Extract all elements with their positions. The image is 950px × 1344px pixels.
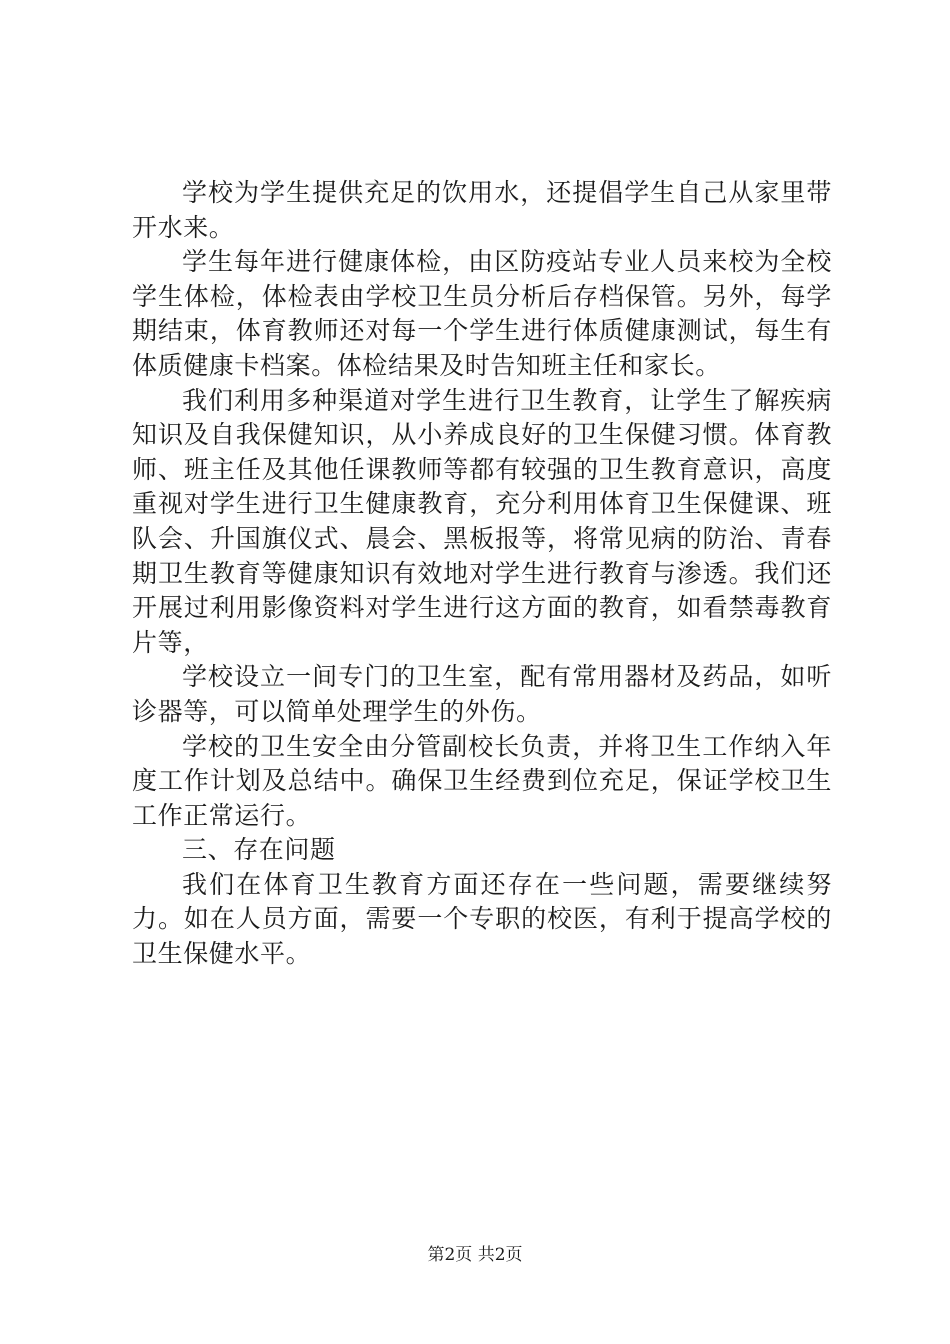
paragraph-safety-management: 学校的卫生安全由分管副校长负责，并将卫生工作纳入年度工作计划及总结中。确保卫生经费到位充足，保证学校卫生工作正常运行。 — [132, 731, 832, 830]
paragraph-existing-problems: 我们在体育卫生教育方面还存在一些问题，需要继续努力。如在人员方面，需要一个专职的校医，有利于提高学校的卫生保健水平。 — [132, 869, 832, 969]
paragraph-health-room: 学校设立一间专门的卫生室，配有常用器材及药品，如听诊器等，可以简单处理学生的外伤。 — [132, 662, 832, 726]
document-body — [132, 176, 832, 972]
section-heading-problems: 三、存在问题 — [182, 835, 336, 865]
page-footer: 第2页 共2页 — [427, 1245, 523, 1265]
paragraph-hygiene-education: 我们利用多种渠道对学生进行卫生教育，让学生了解疾病知识及自我保健知识，从小养成良好的卫生保健习惯。体育教师、班主任及其他任课教师等都有较强的卫生教育意识，高度重视对学生进行卫生健康教育，充分利用体育卫生保健课、班队会、升国旗仪式、晨会、黑板报等，将常见病的防治、青春期卫生教育等健康知识有效地对学生进行教育与渗透。我们还开展过利用影像资料对学生进行这方面的教育，如看禁毒教育片等， — [132, 385, 832, 657]
paragraph-drinking-water: 学校为学生提供充足的饮用水，还提倡学生自己从家里带开水来。 — [132, 178, 832, 242]
paragraph-health-checkup: 学生每年进行健康体检，由区防疫站专业人员来校为全校学生体检，体检表由学校卫生员分析后存档保管。另外，每学期结束，体育教师还对每一个学生进行体质健康测试，每生有体质健康卡档案。体检结果及时告知班主任和家长。 — [132, 247, 832, 380]
